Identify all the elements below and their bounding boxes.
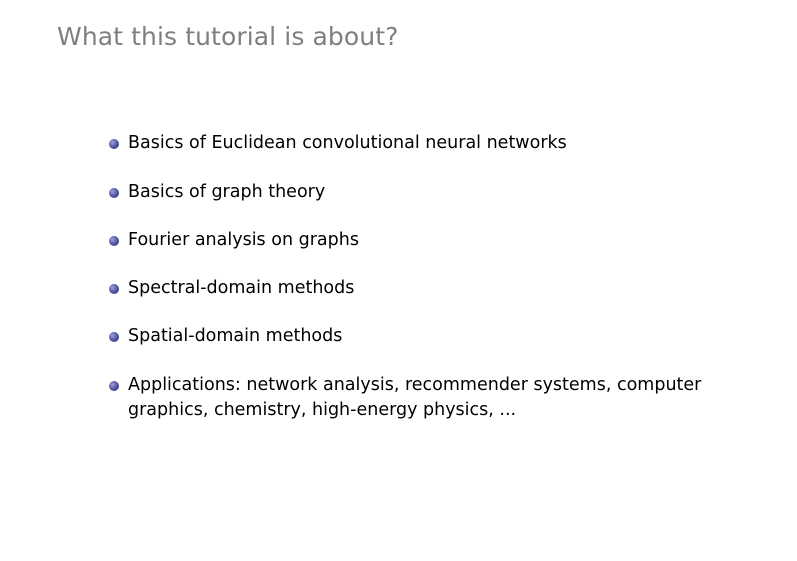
bullet-text: Basics of graph theory [128, 182, 326, 202]
bullet-item [108, 324, 708, 349]
bullet-marker-icon [109, 332, 119, 342]
bullet-text-line-1: Applications: network analysis, recommender systems, computer [128, 375, 702, 395]
bullet-item [108, 131, 708, 156]
bullet-item [108, 373, 708, 423]
bullet-marker-icon [109, 188, 119, 198]
bullet-marker-icon [109, 381, 119, 391]
bullet-text-line-2: graphics, chemistry, high-energy physics, ... [128, 400, 517, 420]
slide-title: What this tutorial is about? [57, 22, 399, 51]
bullet-marker-icon [109, 139, 119, 149]
bullet-marker-icon [109, 236, 119, 246]
bullet-text: Fourier analysis on graphs [128, 230, 359, 250]
bullet-text: Spatial-domain methods [128, 326, 343, 346]
bullet-text: Spectral-domain methods [128, 278, 355, 298]
bullet-text: Basics of Euclidean convolutional neural networks [128, 133, 567, 153]
bullet-marker-icon [109, 284, 119, 294]
bullet-item [108, 180, 708, 205]
bullet-item [108, 276, 708, 301]
bullet-item [108, 228, 708, 253]
